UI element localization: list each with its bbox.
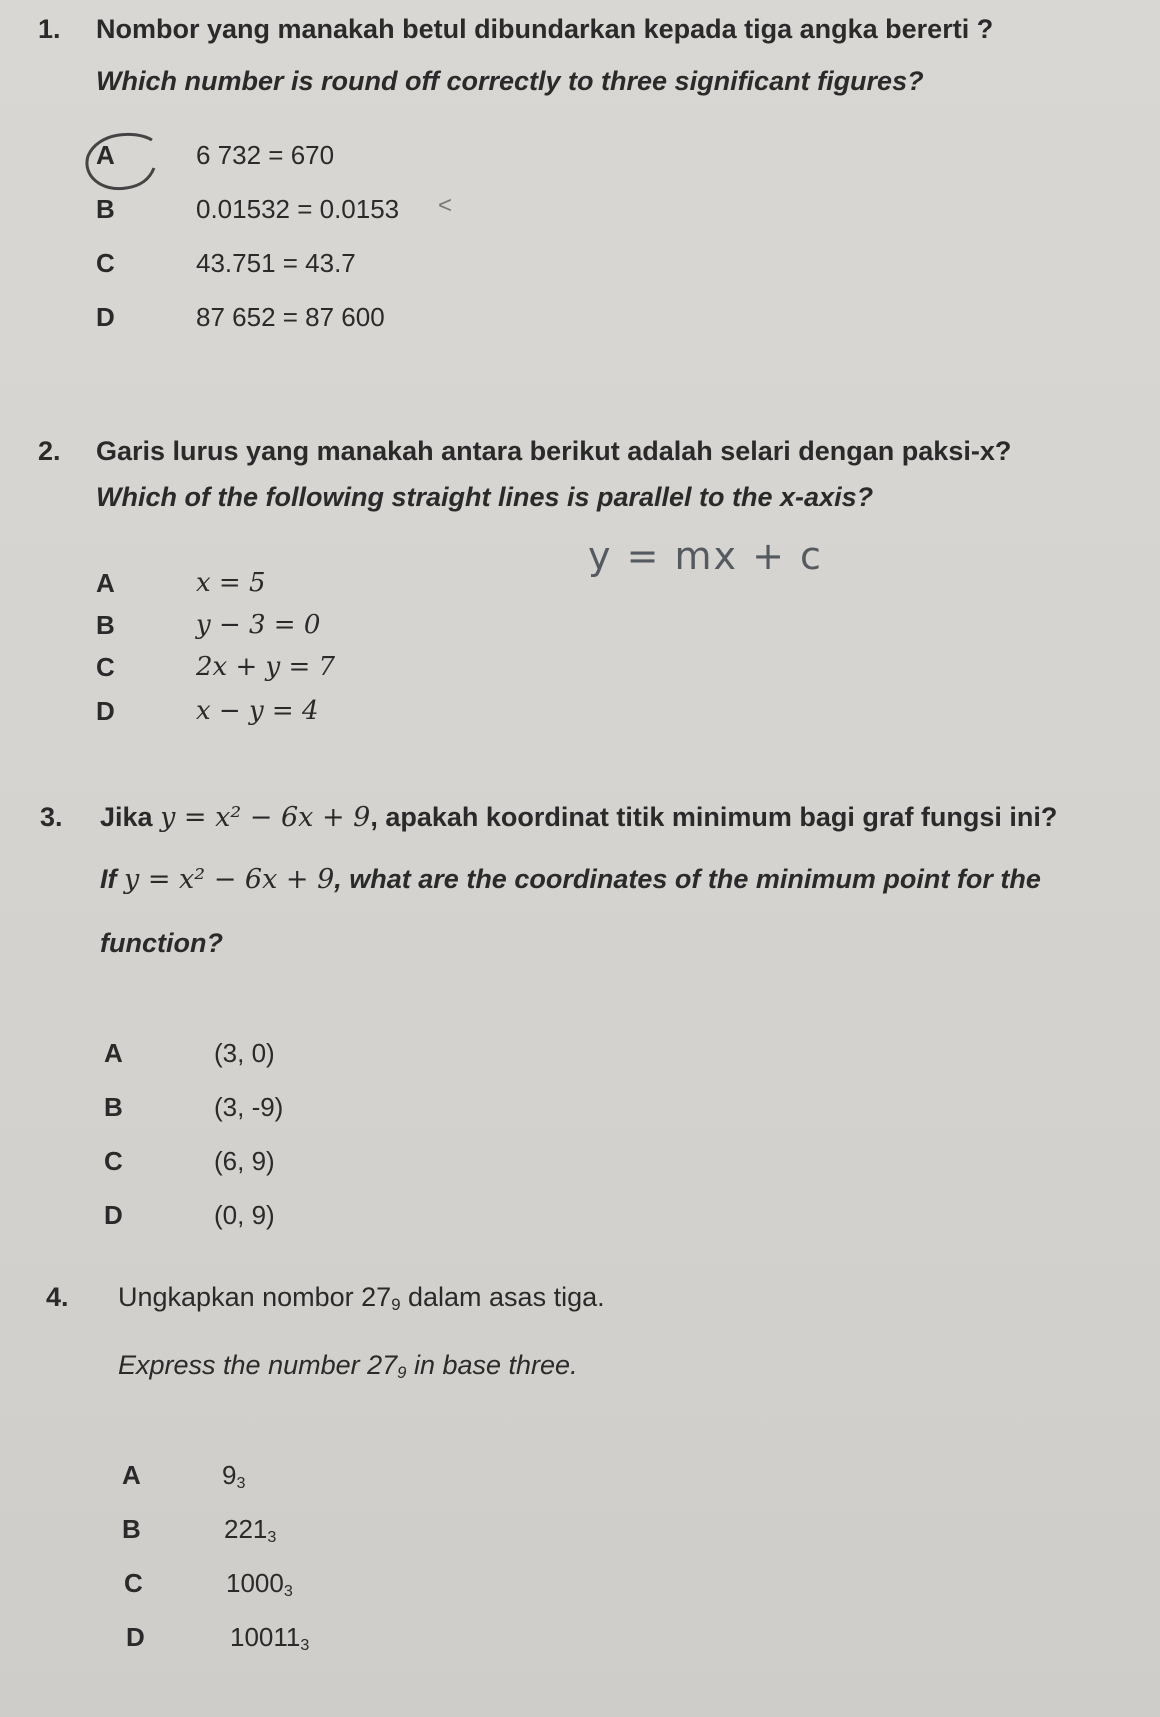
tick-mark: < (438, 192, 453, 219)
option-value: 6 732 = 670 (196, 140, 335, 170)
option-letter: B (96, 194, 115, 224)
question-text-english: Which of the following straight lines is parallel to the x-axis? (96, 482, 874, 512)
option-letter: B (96, 610, 115, 640)
option-letter: A (96, 568, 115, 598)
option-letter: A (96, 140, 115, 170)
option-letter: D (96, 302, 115, 332)
base-subscript: 9 (391, 1295, 401, 1315)
option-value: y − 3 = 0 (196, 610, 321, 640)
question-text-malay: Garis lurus yang manakah antara berikut adalah selari dengan paksi-x? (96, 436, 1012, 466)
text-prefix: Jika (100, 802, 153, 832)
option-letter: A (122, 1460, 141, 1490)
number-digits: 9 (222, 1460, 237, 1490)
option-value (226, 1568, 293, 1601)
option-letter: C (96, 652, 115, 682)
base-subscript: 3 (267, 1528, 277, 1547)
option-letter: B (122, 1514, 141, 1544)
option-letter: D (126, 1622, 145, 1652)
option-value: (0, 9) (214, 1200, 275, 1230)
base-subscript: 9 (397, 1363, 407, 1383)
text-suffix: dalam asas tiga. (400, 1282, 605, 1312)
text-suffix: , apakah koordinat titik minimum bagi graf fungsi ini? (370, 802, 1058, 832)
option-value: 87 652 = 87 600 (196, 302, 385, 332)
question-number: 2. (38, 436, 61, 466)
text-prefix: Ungkapkan nombor 27 (118, 1282, 392, 1312)
option-value (230, 1622, 309, 1655)
question-text-malay (100, 802, 1057, 833)
number-digits: 1000 (226, 1568, 284, 1598)
text-suffix: , what are the coordinates of the minimum point for the (334, 864, 1041, 894)
handwritten-note: y = mx + c (588, 534, 823, 578)
option-value: (3, -9) (214, 1092, 284, 1122)
option-letter: D (104, 1200, 123, 1230)
option-value: x = 5 (196, 568, 266, 598)
option-letter: C (124, 1568, 143, 1598)
base-subscript: 3 (300, 1636, 310, 1655)
number-digits: 10011 (230, 1622, 301, 1652)
option-value (224, 1514, 276, 1547)
equation: y = x² − 6x + 9 (160, 802, 371, 833)
question-number: 1. (38, 14, 61, 44)
option-value: (3, 0) (214, 1038, 275, 1068)
option-value: 0.01532 = 0.0153 (196, 194, 400, 224)
question-number: 4. (46, 1282, 69, 1312)
text-prefix: Express the number 27 (118, 1350, 398, 1380)
option-letter: C (104, 1146, 123, 1176)
text-suffix: in base three. (406, 1350, 578, 1380)
option-value: (6, 9) (214, 1146, 275, 1176)
option-letter: D (96, 696, 115, 726)
text-prefix: If (100, 864, 117, 894)
equation: y = x² − 6x + 9 (124, 864, 335, 895)
option-value: x − y = 4 (196, 696, 319, 726)
option-letter: A (104, 1038, 123, 1068)
option-value: 43.751 = 43.7 (196, 248, 356, 278)
question-text-english (100, 864, 1041, 895)
option-value (222, 1460, 245, 1493)
question-text-malay (118, 1282, 605, 1315)
question-text-english (118, 1350, 578, 1383)
option-value: 2x + y = 7 (196, 652, 336, 682)
base-subscript: 3 (283, 1582, 293, 1601)
number-digits: 221 (224, 1514, 268, 1544)
question-number: 3. (40, 802, 63, 832)
question-text-english: Which number is round off correctly to three significant figures? (96, 66, 924, 96)
base-subscript: 3 (236, 1474, 246, 1493)
question-text-malay: Nombor yang manakah betul dibundarkan kepada tiga angka bererti ? (96, 14, 994, 44)
option-letter: B (104, 1092, 123, 1122)
answer-circle-mark (80, 128, 170, 198)
option-letter: C (96, 248, 115, 278)
question-text-english-continued: function? (100, 928, 223, 958)
